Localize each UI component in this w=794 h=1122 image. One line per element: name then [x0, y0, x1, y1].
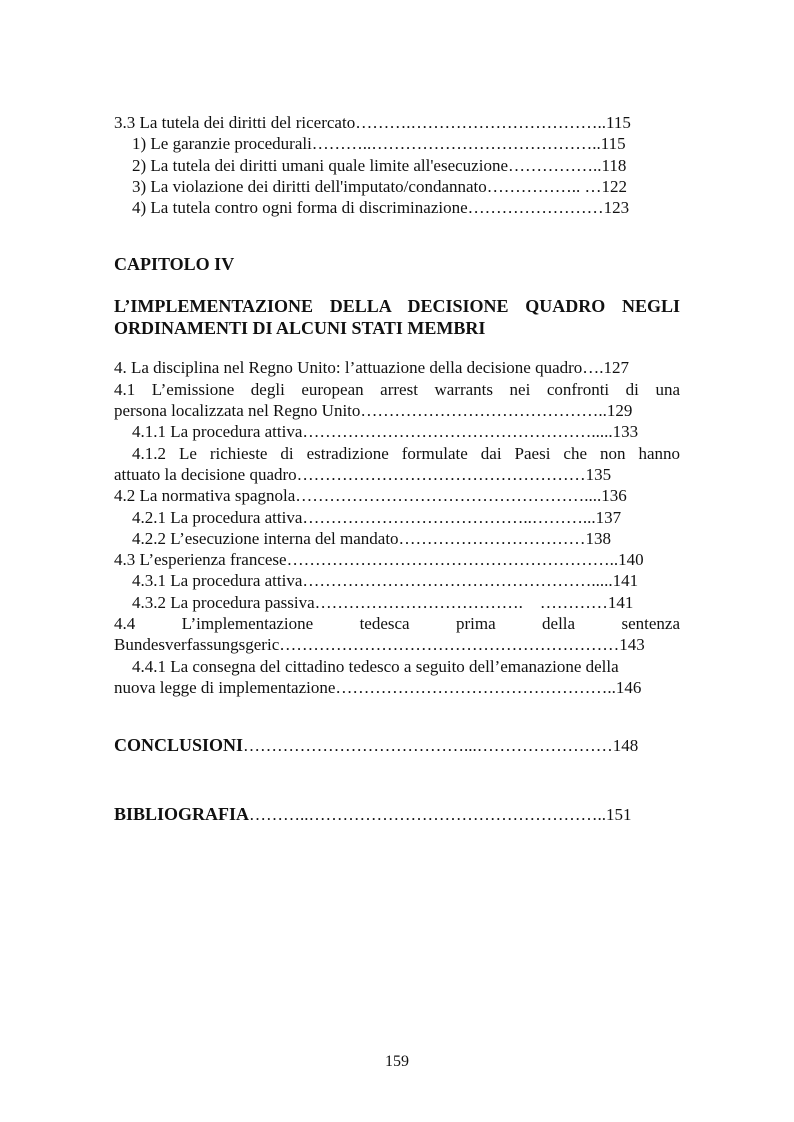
toc-entry-4-2-2: 4.2.2 L’esecuzione interna del mandato……………………………138: [132, 528, 612, 548]
toc-entry-4-3-1: 4.3.1 La procedura attiva…………………………………………….....141: [132, 571, 639, 591]
toc-entry-4-1-2: 4.1.2 Le richieste di estradizione formulate dai Paesi che non hanno: [132, 443, 680, 463]
chapter-label: CAPITOLO IV: [114, 254, 235, 275]
toc-entry-3-3-2: 2) La tutela dei diritti umani quale limite all'esecuzione……………..118: [132, 155, 627, 175]
toc-entry-4-4-cont: Bundesverfassungsgeric……………………………………………………143: [114, 635, 645, 655]
conclusioni-label: CONCLUSIONI: [114, 735, 244, 756]
chapter-title-line-2: ORDINAMENTI DI ALCUNI STATI MEMBRI: [114, 318, 486, 339]
toc-entry-4-1-cont: persona localizzata nel Regno Unito……………………………………..129: [114, 401, 633, 421]
toc-entry-3-3-3: 3) La violazione dei diritti dell'imputato/condannato…………….. …122: [132, 176, 628, 196]
toc-entry-4-1: 4.1 L’emissione degli european arrest warrants nei confronti di una: [114, 379, 680, 399]
toc-entry-4-3-2: 4.3.2 La procedura passiva………………………………. …………141: [132, 592, 634, 612]
toc-entry-3-3-1: 1) Le garanzie procedurali………..…………………………………..115: [132, 134, 626, 154]
chapter-title-line-1: L’IMPLEMENTAZIONE DELLA DECISIONE QUADRO NEGLI: [114, 296, 680, 317]
toc-entry-4: 4. La disciplina nel Regno Unito: l’attuazione della decisione quadro….127: [114, 358, 630, 378]
toc-entry-4-4: 4.4 L’implementazione tedesca prima della sentenza: [114, 614, 680, 634]
conclusioni-leader: …………………………………...……………………148: [243, 736, 639, 756]
toc-entry-3-3-4: 4) La tutela contro ogni forma di discriminazione……………………123: [132, 198, 630, 218]
toc-entry-3-3: 3.3 La tutela dei diritti del ricercato……….……………………………..115: [114, 113, 631, 132]
toc-entry-4-2-1: 4.2.1 La procedura attiva…………………………………..………...137: [132, 507, 622, 527]
page-number: 159: [385, 1053, 409, 1070]
toc-entry-4-1-2-cont: attuato la decisione quadro……………………………………………135: [114, 464, 612, 484]
toc-entry-4-2: 4.2 La normativa spagnola……………………………………………....136: [114, 486, 627, 506]
toc-entry-bibliografia: [114, 802, 680, 826]
toc-entry-4-1-1: 4.1.1 La procedura attiva…………………………………………….....133: [132, 422, 639, 442]
bibliografia-leader: ………..……………………………………………..151: [249, 805, 632, 825]
chapter-title: [114, 295, 680, 339]
table-of-contents: [114, 112, 680, 826]
bibliografia-label: BIBLIOGRAFIA: [114, 804, 250, 825]
toc-entry-conclusioni: [114, 733, 680, 757]
toc-entry-4-3: 4.3 L’esperienza francese…………………………………………………..140: [114, 550, 644, 570]
toc-entry-4-4-1-cont: nuova legge di implementazione…………………………………………..146: [114, 677, 642, 697]
toc-entry-4-4-1: 4.4.1 La consegna del cittadino tedesco a seguito dell’emanazione della: [132, 656, 619, 676]
